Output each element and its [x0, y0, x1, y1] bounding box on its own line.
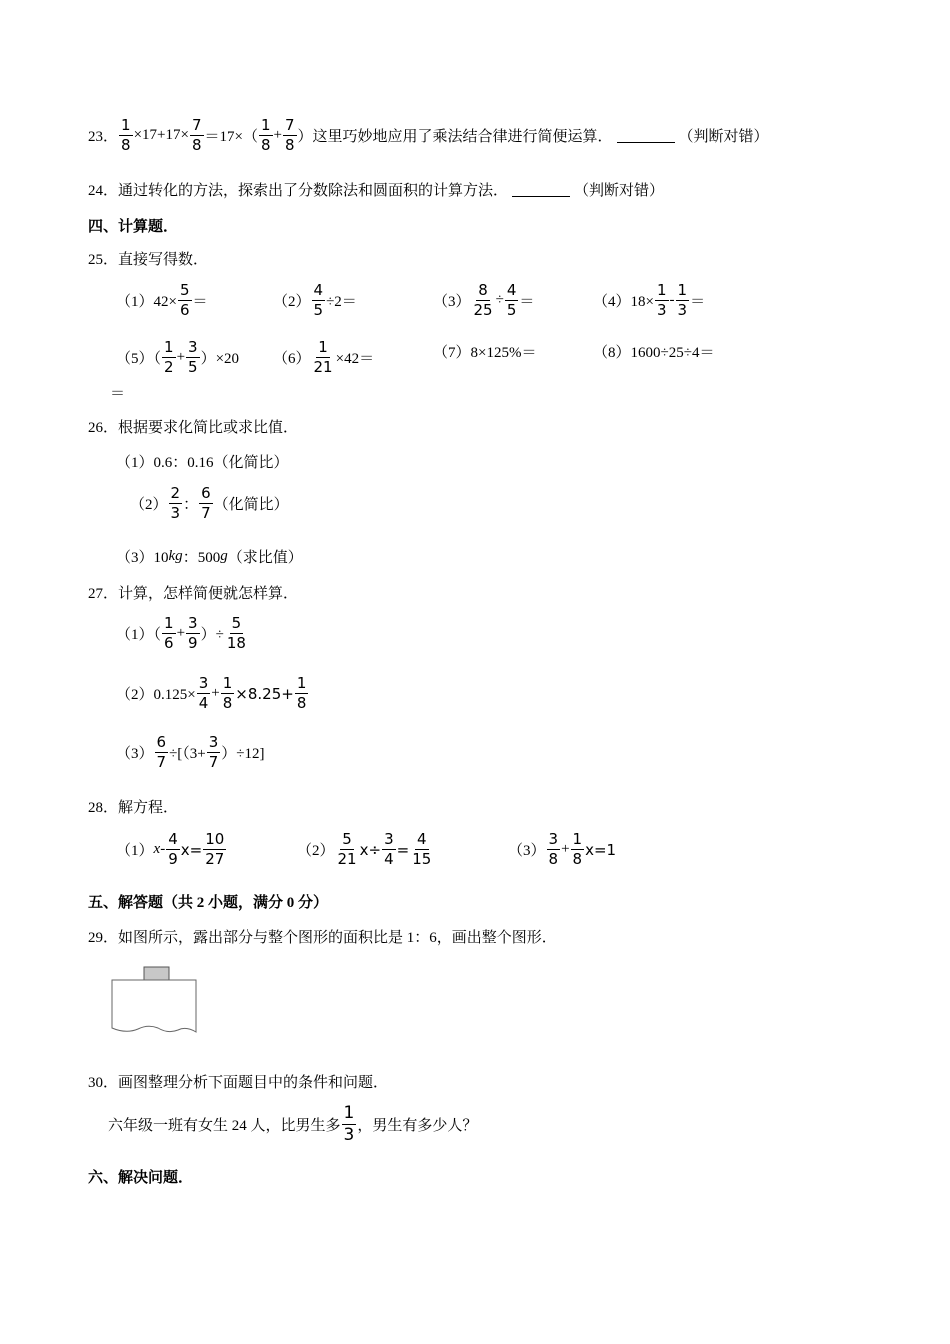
- q25-item-7: （7）8×125%＝: [433, 345, 537, 361]
- fraction: $\frac{6}{7}$: [201, 484, 211, 522]
- question-28-title: 28．解方程．: [88, 800, 179, 816]
- fraction: $\frac{1}{6}$: [164, 614, 174, 652]
- fraction: $\frac{1}{8}$: [572, 830, 583, 868]
- q27-item-2: （2）0.125× $\frac{3}{4}$ + $\frac{1}{8}$ ×8.25+ $\frac{1}{8}$: [116, 674, 307, 712]
- fraction: $\frac{4}{9}$: [168, 830, 178, 868]
- fraction: $\frac{1}{2}$: [164, 338, 174, 376]
- question-27-title: 27．计算，怎样简便就怎样算．: [88, 586, 299, 602]
- fraction: $\frac{7}{8}$: [284, 116, 295, 154]
- q27-item-1: （1）（ $\frac{1}{6}$ + $\frac{3}{9}$ ）÷ $\frac{5}{18}$: [116, 614, 246, 652]
- fraction: $\frac{3}{8}$: [548, 830, 559, 868]
- answer-blank[interactable]: [512, 182, 570, 197]
- q25-item-3: （3） $\frac{8}{25}$ ÷ $\frac{4}{5}$ ＝: [433, 281, 535, 319]
- fraction: $\frac{1}{3}$: [656, 281, 667, 319]
- q26-item-1: （1）0.6：0.16（化简比）: [116, 455, 289, 471]
- q25-item-6: （6） $\frac{1}{21}$ ×42＝: [273, 338, 375, 376]
- question-30-title: 30．画图整理分析下面题目中的条件和问题．: [88, 1075, 389, 1091]
- section-6-heading: 六、解决问题．: [88, 1170, 194, 1186]
- fraction: $\frac{4}{5}$: [313, 281, 324, 319]
- fraction: $\frac{2}{3}$: [170, 484, 181, 522]
- fraction: $\frac{5}{21}$: [337, 830, 357, 868]
- fraction: $\frac{3}{7}$: [208, 733, 219, 771]
- question-30-problem: 六年级一班有女生 24 人，比男生多 $\frac{1}{3}$ ，男生有多少人？: [108, 1103, 478, 1145]
- q25-item-8: （8）1600÷25÷4＝: [593, 345, 715, 361]
- fraction: $\frac{1}{8}$: [222, 674, 233, 712]
- q25-item-4: （4）18× $\frac{1}{3}$ - $\frac{1}{3}$ ＝: [593, 281, 706, 319]
- q28-item-2: （2） $\frac{5}{21}$ x÷ $\frac{3}{4}$ = $\frac{4}{15}$: [297, 830, 432, 868]
- fraction: $\frac{1}{8}$: [296, 674, 307, 712]
- fraction: $\frac{1}{8}$: [260, 116, 271, 154]
- fraction: $\frac{1}{8}$: [121, 116, 131, 154]
- question-24: 24．通过转化的方法，探索出了分数除法和圆面积的计算方法． （判断对错）: [88, 183, 665, 199]
- fraction: $\frac{3}{4}$: [384, 830, 394, 868]
- fraction: $\frac{3}{9}$: [188, 614, 198, 652]
- fraction: $\frac{3}{5}$: [188, 338, 198, 376]
- q26-item-2: （2） $\frac{2}{3}$ ： $\frac{6}{7}$ （化简比）: [130, 484, 289, 522]
- fraction: $\frac{1}{3}$: [677, 281, 688, 319]
- question-23: 23． $\frac{1}{8}$ ×17+17× $\frac{7}{8}$ ＝17×（ $\frac{1}{8}$ + $\frac{7}{8}$ ）这里巧妙地应用了乘法结合律进行简便运算． （判断对错）: [88, 116, 769, 154]
- fraction: $\frac{7}{8}$: [191, 116, 202, 154]
- q28-item-1: （1） x - $\frac{4}{9}$ x= $\frac{10}{27}$: [116, 830, 225, 868]
- q28-item-3: （3） $\frac{3}{8}$ + $\frac{1}{8}$ x=1: [508, 830, 617, 868]
- question-25-title: 25．直接写得数．: [88, 252, 209, 268]
- fraction: $\frac{4}{5}$: [506, 281, 517, 319]
- q27-item-3: （3） $\frac{6}{7}$ ÷[（3+ $\frac{3}{7}$ ）÷12]: [116, 733, 265, 771]
- answer-blank[interactable]: [617, 128, 675, 143]
- fraction: $\frac{10}{27}$: [205, 830, 225, 868]
- fraction: $\frac{3}{4}$: [198, 674, 209, 712]
- fraction: $\frac{8}{25}$: [473, 281, 493, 319]
- question-number: 23．: [88, 129, 119, 145]
- fraction: $\frac{5}{18}$: [226, 614, 246, 652]
- fraction: $\frac{1}{21}$: [313, 338, 333, 376]
- partial-shape-figure: [108, 964, 208, 1036]
- section-5-heading: 五、解答题（共 2 小题，满分 0 分）: [88, 895, 329, 911]
- question-29: 29．如图所示，露出部分与整个图形的面积比是 1：6，画出整个图形．: [88, 930, 557, 946]
- fraction: $\frac{6}{7}$: [156, 733, 167, 771]
- fraction: $\frac{4}{15}$: [412, 830, 432, 868]
- torn-paper-outline: [112, 980, 196, 1032]
- q25-item-1: （1）42× $\frac{5}{6}$ ＝: [116, 281, 208, 319]
- q25-item-5-equals: ＝: [110, 386, 126, 402]
- fraction: $\frac{1}{3}$: [343, 1103, 355, 1145]
- q26-item-3: （3）10 kg ：500 g （求比值）: [116, 548, 303, 566]
- exposed-part: [144, 967, 169, 980]
- section-4-heading: 四、计算题．: [88, 219, 179, 235]
- q25-item-5: （5）（ $\frac{1}{2}$ + $\frac{3}{5}$ ）×20: [116, 338, 240, 376]
- fraction: $\frac{5}{6}$: [179, 281, 190, 319]
- question-26-title: 26．根据要求化简比或求比值．: [88, 420, 299, 436]
- q25-item-2: （2） $\frac{4}{5}$ ÷2＝: [273, 281, 357, 319]
